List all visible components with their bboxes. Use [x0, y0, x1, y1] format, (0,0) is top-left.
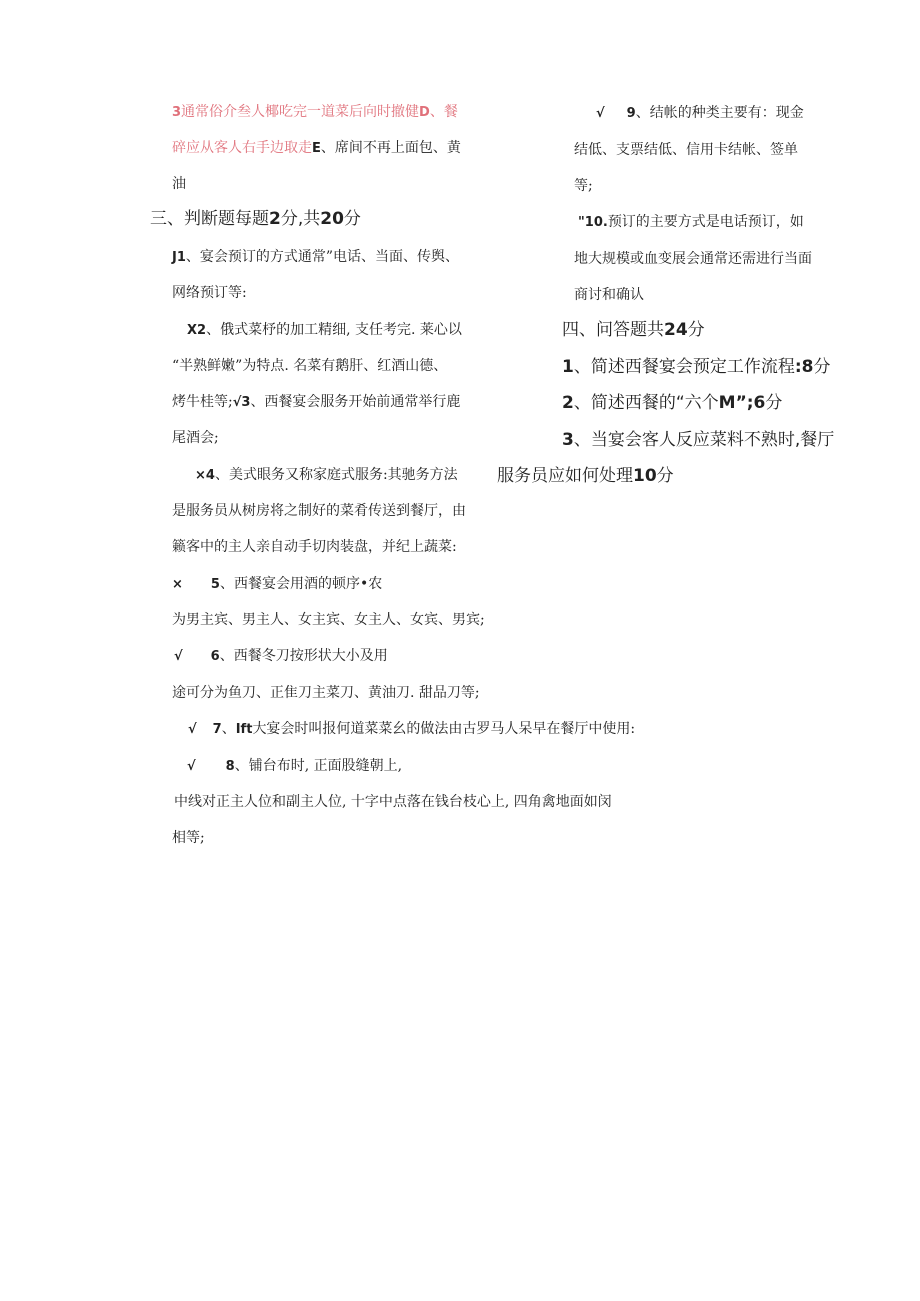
q3-continued-line3: 油	[172, 176, 186, 192]
judgement-2-line1: X2、俄式菜杼的加工精细, 支任考完. 莱心以	[187, 322, 462, 338]
question-3-line2: 服务员应如何处理10分	[497, 466, 674, 486]
judgement-5-line1: × 5、西餐宴会用酒的顿序•农	[172, 576, 383, 592]
question-3-line1: 3、当宴会客人反应菜料不熟时,餐厅	[562, 430, 835, 450]
judgement-4-line1: ×4、美式眼务又称家庭式服务:其驰务方法	[195, 467, 458, 483]
judgement-6-line1: √ 6、西餐冬刀按形状大小及用	[174, 648, 388, 664]
section-4-title: 四、问答题共24分	[562, 320, 705, 340]
judgement-10-line1: "10.预订的主要方式是电话预订，如	[578, 214, 804, 230]
judgement-8-line3: 相等;	[172, 830, 205, 846]
judgement-6-line2: 途可分为鱼刀、正隹刀主菜刀、黄油刀. 甜品刀等;	[172, 685, 480, 701]
judgement-1-line2: 网络预订等:	[172, 285, 247, 301]
judgement-9-line3: 等;	[574, 178, 593, 194]
q3-continued-line2: 碎应从客人右手边取走E、席间不再上面包、黄	[172, 140, 461, 156]
question-2: 2、简述西餐的“六个M”;6分	[562, 393, 783, 413]
judgement-1-line1: J1、宴会预订的方式通常”电话、当面、传舆、	[172, 249, 460, 265]
judgement-10-line3: 商讨和确认	[574, 287, 644, 303]
judgement-9-line2: 结低、支票结低、信用卡结帐、签单	[574, 142, 798, 158]
judgement-9-line1: √ 9、结帐的种类主要有：现金	[596, 105, 804, 121]
judgement-8-line1: √ 8、铺台布时, 正面股缝朝上,	[187, 758, 403, 774]
judgement-10-line2: 地大规模或血变展会通常还需进行当面	[574, 251, 812, 267]
judgement-4-line3: 籁客中的主人亲自动手切肉装盘，并纪上蔬菜:	[172, 539, 457, 555]
judgement-4-line2: 是服务员从树房将之制好的菜肴传送到餐厅，由	[172, 503, 466, 519]
judgement-2-3-line: 烤牛桂等;√3、西餐宴会服务开始前通常举行鹿	[172, 394, 461, 410]
q3-continued-line1: 3通常俗介叁人椰吃完一道菜后向时撤健D、餐	[172, 104, 458, 120]
judgement-3-line2: 尾酒会;	[172, 430, 219, 446]
judgement-7-line1: √ 7、Ift大宴会时叫报何道菜菜幺的做法由古罗马人呆早在餐厅中使用:	[188, 721, 636, 737]
judgement-5-line2: 为男主宾、男主人、女主宾、女主人、女宾、男宾;	[172, 612, 485, 628]
judgement-8-line2: 中线对正主人位和副主人位, 十字中点落在钱台枝心上, 四角禽地面如闵	[174, 794, 612, 810]
question-1: 1、简述西餐宴会预定工作流程:8分	[562, 357, 831, 377]
judgement-2-line2: “半熟鲜嫩”为特点. 名菜有鹅肝、红酒山德、	[172, 358, 448, 374]
section-3-title: 三、判断题每题2分,共20分	[150, 209, 361, 229]
